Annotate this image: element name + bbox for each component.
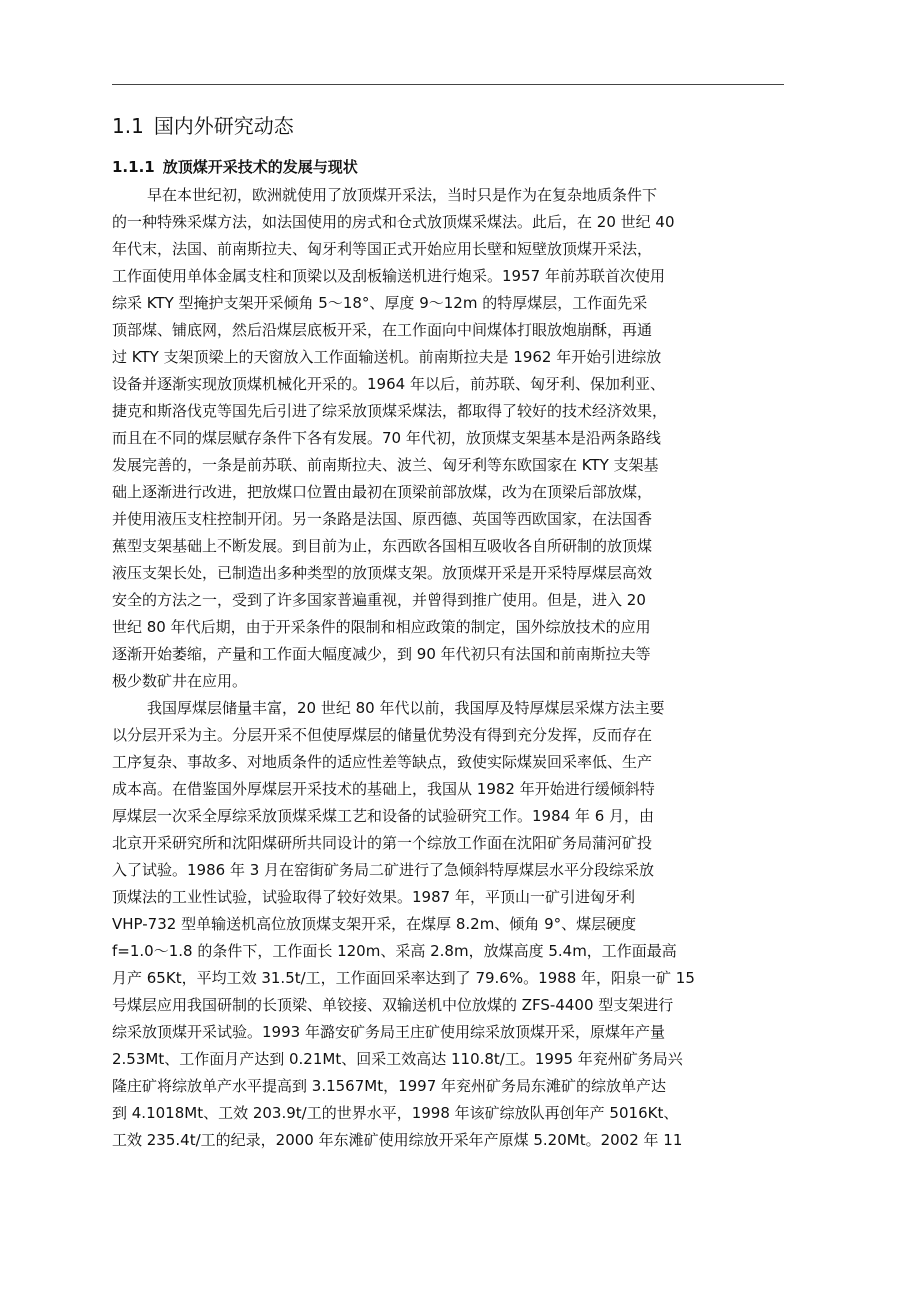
text-line: 到 4.1018Mt、工效 203.9t/工的世界水平，1998 年该矿综放队再创年产 5016Kt、: [112, 1104, 679, 1122]
section-title-text: 国内外研究动态: [153, 114, 294, 138]
text-line: 顶煤法的工业性试验，试验取得了较好效果。1987 年，平顶山一矿引进匈牙利: [112, 888, 635, 906]
text-line: 而且在不同的煤层赋存条件下各有发展。70 年代初，放顶煤支架基本是沿两条路线: [112, 429, 661, 447]
text-line: 并使用液压支柱控制开闭。另一条路是法国、原西德、英国等西欧国家，在法国香: [112, 510, 653, 528]
text-line: 顶部煤、铺底网，然后沿煤层底板开采，在工作面向中间煤体打眼放炮崩酥，再通: [112, 321, 653, 339]
text-line: 工序复杂、事故多、对地质条件的适应性差等缺点，致使实际煤炭回采率低、生产: [112, 753, 653, 771]
text-line: 捷克和斯洛伐克等国先后引进了综采放顶煤采煤法，都取得了较好的技术经济效果，: [112, 402, 668, 420]
header-rule: [112, 84, 784, 85]
section-number: 1.1: [112, 114, 144, 138]
text-line: 月产 65Kt，平均工效 31.5t/工，工作面回采率达到了 79.6%。1988 年，阳泉一矿 15: [112, 969, 695, 987]
text-line: 早在本世纪初，欧洲就使用了放顶煤开采法，当时只是作为在复杂地质条件下: [147, 186, 658, 204]
text-line: 厚煤层一次采全厚综采放顶煤采煤工艺和设备的试验研究工作。1984 年 6 月，由: [112, 807, 655, 825]
subsection-title-text: 放顶煤开采技术的发展与现状: [162, 158, 358, 176]
text-line: 安全的方法之一，受到了许多国家普遍重视，并曾得到推广使用。但是，进入 20: [112, 591, 646, 609]
text-line: 隆庄矿将综放单产水平提高到 3.1567Mt，1997 年兖州矿务局东滩矿的综放单产达: [112, 1077, 667, 1095]
paragraph: [112, 182, 802, 695]
text-line: 成本高。在借鉴国外厚煤层开采技术的基础上，我国从 1982 年开始进行缓倾斜特: [112, 780, 655, 798]
text-line: 我国厚煤层储量丰富，20 世纪 80 年代以前，我国厚及特厚煤层采煤方法主要: [147, 699, 665, 717]
subsection-number: 1.1.1: [112, 158, 155, 176]
text-line: 发展完善的，一条是前苏联、前南斯拉夫、波兰、匈牙利等东欧国家在 KTY 支架基: [112, 456, 659, 474]
text-line: 北京开采研究所和沈阳煤研所共同设计的第一个综放工作面在沈阳矿务局蒲河矿投: [112, 834, 653, 852]
text-line: 液压支架长处，已制造出多种类型的放顶煤支架。放顶煤开采是开采特厚煤层高效: [112, 564, 653, 582]
text-line: VHP-732 型单输送机高位放顶煤支架开采，在煤厚 8.2m、倾角 9°、煤层硬度: [112, 915, 637, 933]
text-line: 逐渐开始萎缩，产量和工作面大幅度减少，到 90 年代初只有法国和前南斯拉夫等: [112, 645, 651, 663]
subsection-heading: [112, 156, 358, 178]
text-line: 世纪 80 年代后期，由于开采条件的限制和相应政策的制定，国外综放技术的应用: [112, 618, 651, 636]
text-line: 入了试验。1986 年 3 月在窑街矿务局二矿进行了急倾斜特厚煤层水平分段综采放: [112, 861, 655, 879]
text-line: 极少数矿井在应用。: [112, 672, 248, 690]
body-text: [112, 182, 802, 1154]
paragraph: [112, 695, 802, 1154]
text-line: 蕉型支架基础上不断发展。到目前为止，东西欧各国相互吸收各自所研制的放顶煤: [112, 537, 653, 555]
text-line: 设备并逐渐实现放顶煤机械化开采的。1964 年以后，前苏联、匈牙利、保加利亚、: [112, 375, 665, 393]
text-line: 号煤层应用我国研制的长顶梁、单铰接、双输送机中位放煤的 ZFS-4400 型支架进行: [112, 996, 674, 1014]
text-line: 工作面使用单体金属支柱和顶梁以及刮板输送机进行炮采。1957 年前苏联首次使用: [112, 267, 665, 285]
text-line: 以分层开采为主。分层开采不但使厚煤层的储量优势没有得到充分发挥，反而存在: [112, 726, 653, 744]
text-line: 的一种特殊采煤方法，如法国使用的房式和仓式放顶煤采煤法。此后，在 20 世纪 40: [112, 213, 675, 231]
text-line: 综采放顶煤开采试验。1993 年潞安矿务局王庄矿使用综采放顶煤开采，原煤年产量: [112, 1023, 665, 1041]
section-heading: [112, 112, 294, 140]
text-line: 2.53Mt、工作面月产达到 0.21Mt、回采工效高达 110.8t/工。1995 年兖州矿务局兴: [112, 1050, 683, 1068]
text-line: 础上逐渐进行改进，把放煤口位置由最初在顶梁前部放煤，改为在顶梁后部放煤，: [112, 483, 653, 501]
text-line: 工效 235.4t/工的纪录，2000 年东滩矿使用综放开采年产原煤 5.20Mt。2002 年 11: [112, 1131, 683, 1149]
text-line: 过 KTY 支架顶梁上的天窗放入工作面输送机。前南斯拉夫是 1962 年开始引进综放: [112, 348, 662, 366]
text-line: f=1.0～1.8 的条件下，工作面长 120m、采高 2.8m，放煤高度 5.4m，工作面最高: [112, 942, 677, 960]
text-line: 年代末，法国、前南斯拉夫、匈牙利等国正式开始应用长壁和短壁放顶煤开采法，: [112, 240, 653, 258]
text-line: 综采 KTY 型掩护支架开采倾角 5～18°、厚度 9～12m 的特厚煤层，工作面先采: [112, 294, 648, 312]
